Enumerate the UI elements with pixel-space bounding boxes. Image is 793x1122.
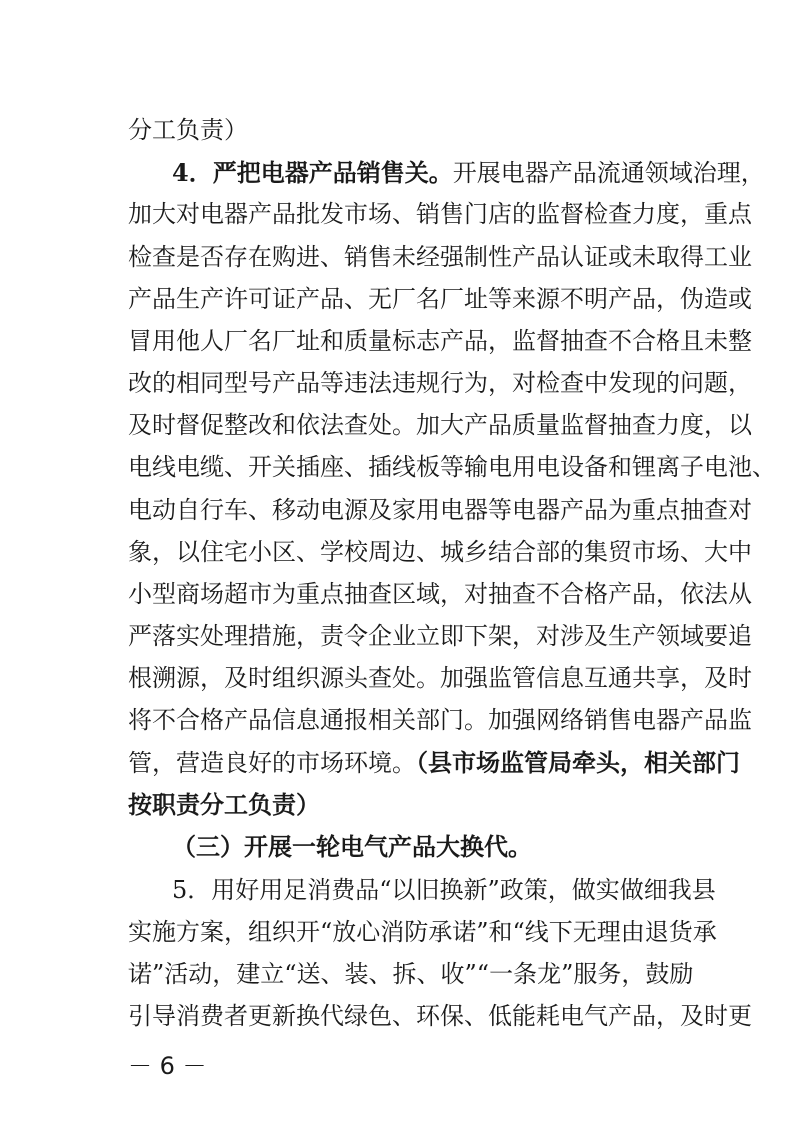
text-line: 改的相同型号产品等违法违规行为，对检查中发现的问题， <box>128 369 752 397</box>
text-line: 小型商场超市为重点抽查区域，对抽查不合格产品，依法从 <box>128 580 752 608</box>
text-line: 电动自行车、移动电源及家用电器等电器产品为重点抽查对 <box>128 496 752 524</box>
text-segment: 管，营造良好的市场环境。 <box>128 749 416 777</box>
text-line: 引导消费者更新换代绿色、环保、低能耗电气产品，及时更 <box>128 1002 752 1030</box>
text-line: 诺”活动，建立“送、装、拆、收”“一条龙”服务，鼓励 <box>128 960 694 988</box>
text-line: 产品生产许可证产品、无厂名厂址等来源不明产品，伪造或 <box>128 285 752 313</box>
section-heading: （三）开展一轮电气产品大换代。 <box>172 832 532 861</box>
item-4-heading: 4．严把电器产品销售关。 <box>172 158 453 187</box>
text-line: 分工负责） <box>128 116 248 144</box>
text-line: 象，以住宅小区、学校周边、城乡结合部的集贸市场、大中 <box>128 538 752 566</box>
text-line: 电线电缆、开关插座、插线板等输电用电设备和锂离子电池、 <box>128 453 776 481</box>
text-line: 将不合格产品信息通报相关部门。加强网络销售电器产品监 <box>128 706 752 734</box>
text-line: 5．用好用足消费品“以旧换新”政策，做实做细我县 <box>172 876 716 904</box>
text-line: 及时督促整改和依法查处。加大产品质量监督抽查力度，以 <box>128 411 752 439</box>
text-line: 严落实处理措施，责令企业立即下架，对涉及生产领域要追 <box>128 622 752 650</box>
text-line: 实施方案，组织开“放心消防承诺”和“线下无理由退货承 <box>128 918 717 946</box>
item-4-text: 开展电器产品流通领域治理， <box>452 159 765 187</box>
text-line: 检查是否存在购进、销售未经强制性产品认证或未取得工业 <box>128 243 752 271</box>
text-line: 根溯源，及时组织源头查处。加强监管信息互通共享，及时 <box>128 664 752 692</box>
text-line: 冒用他人厂名厂址和质量标志产品，监督抽查不合格且未整 <box>128 327 752 355</box>
responsibility-note: （县市场监管局牵头，相关部门 <box>416 748 740 777</box>
text-line-item-4 <box>172 158 765 187</box>
responsibility-note-end: 按职责分工负责） <box>128 790 320 819</box>
text-line-responsibility <box>128 748 740 777</box>
text-line: 加大对电器产品批发市场、销售门店的监督检查力度，重点 <box>128 200 752 228</box>
page-number: － 6 － <box>128 1052 207 1080</box>
